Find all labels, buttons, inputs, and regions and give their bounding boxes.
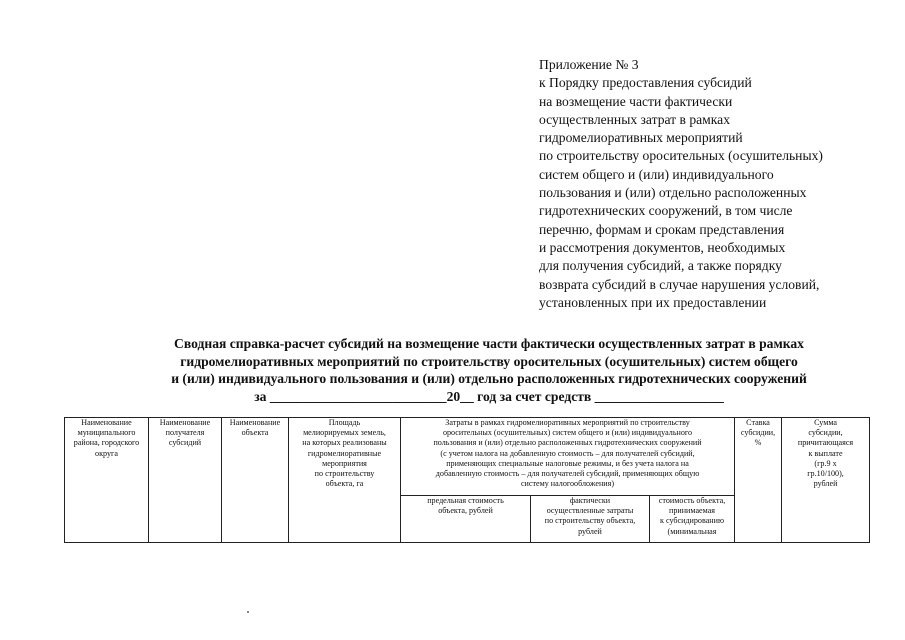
appendix-line: Приложение № 3 [539,57,639,72]
appendix-line: на возмещение части фактически [539,93,733,109]
subsidy-table [64,417,870,543]
appendix-block [539,56,879,312]
appendix-line: по строительству оросительных (осушительных) [539,148,823,164]
appendix-line: гидротехнических сооружений, в том числе [539,203,793,219]
title-line: Сводная справка-расчет субсидий на возмещение части фактически осуществленных затрат в рамках [174,336,804,351]
header-object: Наименование объекта [222,418,289,543]
header-subsidy-rate: Ставка субсидии, % [735,418,782,543]
document-title [120,335,858,405]
appendix-line: для получения субсидий, а также порядку [539,258,782,274]
header-subsidy-sum: Сумма субсидии, причитающаяся к выплате (гр.9 х гр.10/100), рублей [782,418,870,543]
appendix-line: установленных при их предоставлении [539,294,767,310]
appendix-line: перечню, формам и срокам представления [539,221,785,237]
header-costs: Затраты в рамках гидромелиоративных мероприятий по строительству оросительных (осушительных) систем общего и (или) индивидуального пользования и (или) отдельно расположенных гидротехнических сооружений (с учетом налога на добавленную стоимость – для получателей субсидий, применяющих специальные налоговые режимы, и без учета налога на добавленную стоимость – для получателей субсидий, применяющих общую систему налогообложения) [401,418,735,496]
appendix-line: систем общего и (или) индивидуального [539,166,774,182]
header-municipality: Наименование муниципального района, городского округа [65,418,149,543]
header-max-cost: предельная стоимость объекта, рублей [401,496,531,543]
title-line: гидромелиоративных мероприятий по строительству оросительных (осушительных) систем общего [180,353,798,369]
appendix-line: возврата субсидий в случае нарушения условий, [539,276,820,292]
scan-speck [247,611,249,613]
title-line: и (или) индивидуального пользования и (или) отдельно расположенных гидротехнических сооружений [171,371,807,387]
appendix-line: к Порядку предоставления субсидий [539,75,752,91]
appendix-line: осуществленных затрат в рамках [539,111,730,127]
header-accepted-cost: стоимость объекта, принимаемая к субсидированию (минимальная [650,496,735,543]
header-recipient: Наименование получателя субсидий [149,418,222,543]
header-area: Площадь мелиорируемых земель, на которых реализованы гидромелиоративные мероприятия по строительству объекта, га [289,418,401,543]
appendix-line: и рассмотрения документов, необходимых [539,239,786,255]
appendix-line: пользования и (или) отдельно расположенных [539,185,807,201]
header-actual-costs: фактически осуществленные затраты по строительству объекта, рублей [531,496,650,543]
title-period-line: за __________________________20__ год за счет средств ___________________ [254,388,724,404]
appendix-line: гидромелиоративных мероприятий [539,130,743,146]
